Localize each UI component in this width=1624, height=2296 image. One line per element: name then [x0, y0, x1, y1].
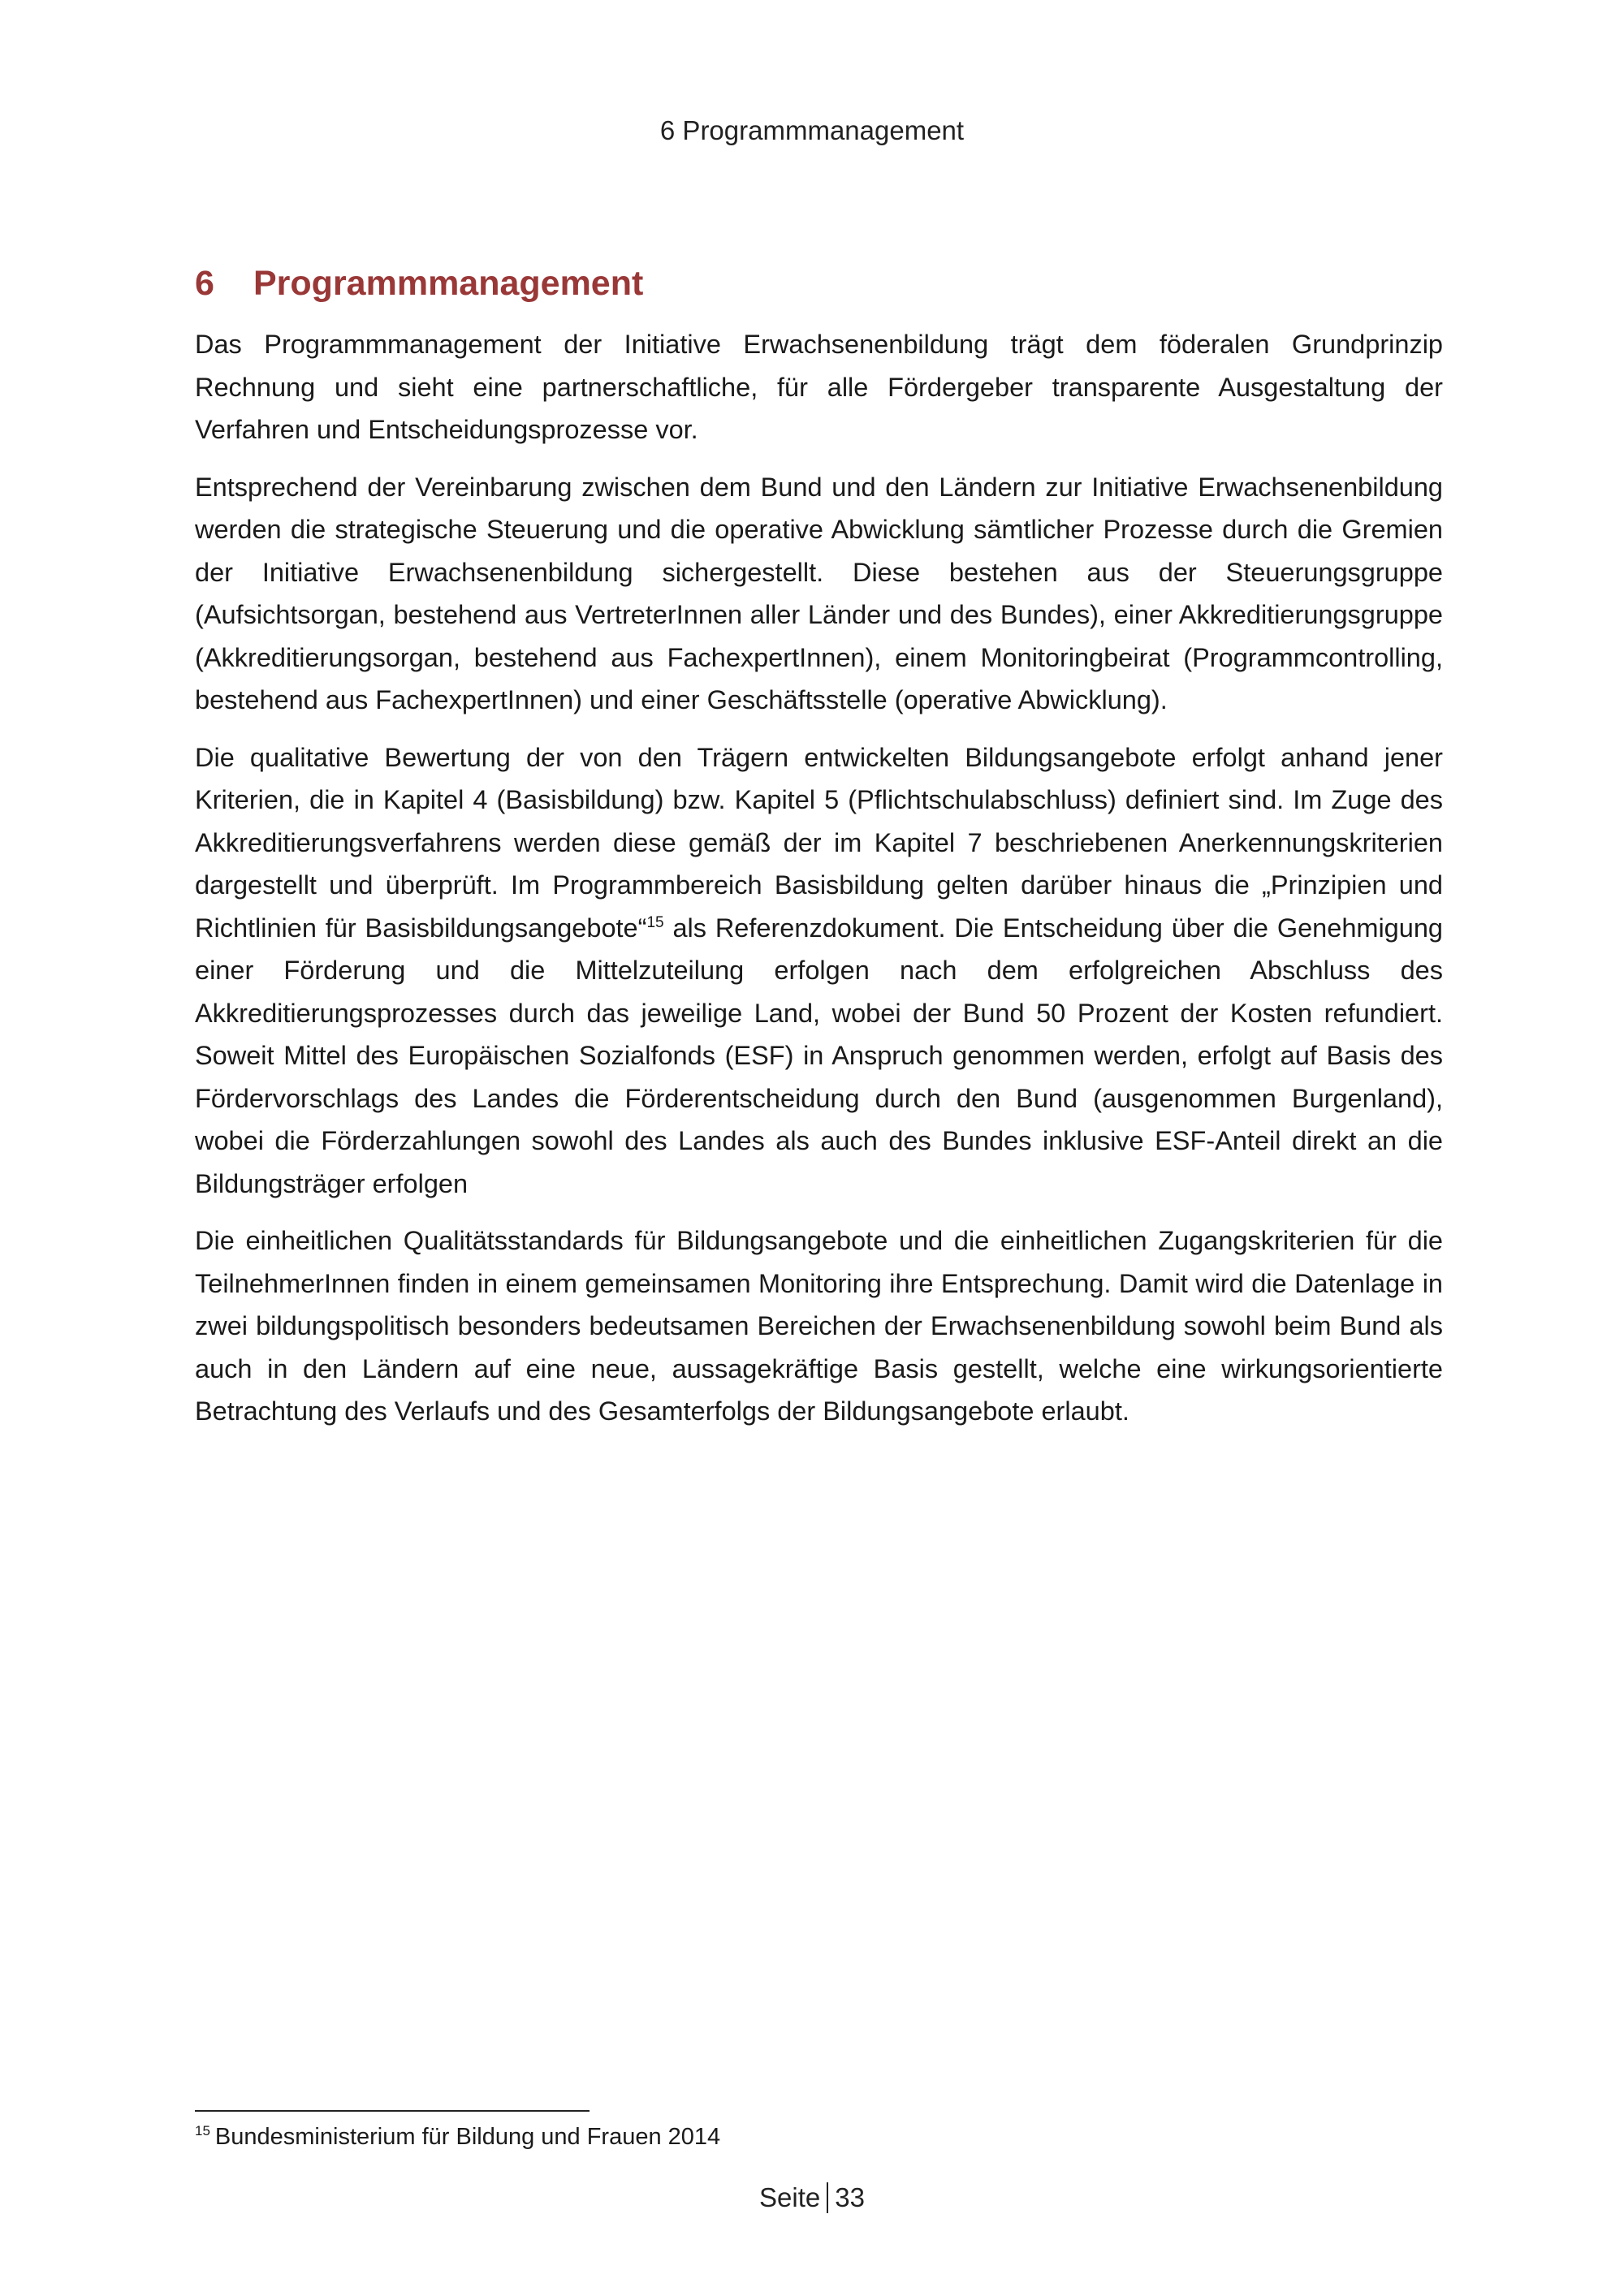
paragraph-evaluation-part-1: Die qualitative Bewertung der von den Trägern entwickelten Bildungsangebote erfolgt anhand jener Kriterien, die in Kapitel 4 (Basisbildung) bzw. Kapitel 5 (Pflichtschulabschluss) definiert sind. Im Zuge des Akkreditierungsverfahrens werden diese gemäß der im Kapitel 7 beschriebenen Anerkennungskriterien dargestellt und überprüft. Im Programmbereich Basisbildung gelten darüber hinaus die „Prinzipien und Richtlinien für Basisbildungsangebote“ [195, 742, 1443, 943]
chapter-heading [195, 258, 1443, 309]
paragraph-monitoring: Die einheitlichen Qualitätsstandards für Bildungsangebote und die einheitlichen Zugangskriterien für die TeilnehmerInnen finden in einem gemeinsamen Monitoring ihre Entsprechung. Damit wird die Datenlage in zwei bildungspolitisch besonders bedeutsamen Bereichen der Erwachsenenbildung sowohl beim Bund als auch in den Ländern auf eine neue, aussagekräftige Basis gestellt, welche eine wirkungsorientierte Betrachtung des Verlaufs und des Gesamterfolgs der Bildungsangebote erlaubt. [195, 1226, 1443, 1426]
page-content [195, 258, 1443, 1448]
paragraph-evaluation [195, 736, 1443, 1206]
page-number: 33 [835, 2182, 865, 2212]
footnote-reference[interactable]: 15 [646, 913, 664, 931]
chapter-number: 6 [195, 264, 214, 303]
page-footer [0, 2180, 1624, 2216]
paragraph-committees: Entsprechend der Vereinbarung zwischen dem Bund und den Ländern zur Initiative Erwachsenenbildung werden die strategische Steuerung und die operative Abwicklung sämtlicher Prozesse durch die Gremien der Initiative Erwachsenenbildung sichergestellt. Diese bestehen aus der Steuerungsgruppe (Aufsichtsorgan, bestehend aus VertreterInnen aller Länder und des Bundes), einer Akkreditierungsgruppe (Akkreditierungsorgan, bestehend aus FachexpertInnen), einem Monitoringbeirat (Programmcontrolling, bestehend aus FachexpertInnen) und einer Geschäftsstelle (operative Abwicklung). [195, 472, 1443, 714]
paragraph-intro: Das Programmmanagement der Initiative Erwachsenenbildung trägt dem föderalen Grundprinzip Rechnung und sieht eine partnerschaftliche, für alle Fördergeber transparente Ausgestaltung der Verfahren und Entscheidungsprozesse vor. [195, 330, 1443, 444]
footnote-marker: 15 [195, 2123, 210, 2139]
footnote-text: Bundesministerium für Bildung und Frauen 2014 [214, 2124, 721, 2150]
running-header: 6 Programmmanagement [659, 115, 965, 145]
paragraph-evaluation-part-2: als Referenzdokument. Die Entscheidung über die Genehmigung einer Förderung und die Mittelzuteilung erfolgen nach dem erfolgreichen Abschluss des Akkreditierungsprozesses durch das jeweilige Land, wobei der Bund 50 Prozent der Kosten refundiert. Soweit Mittel des Europäischen Sozialfonds (ESF) in Anspruch genommen werden, erfolgt auf Basis des Fördervorschlags des Landes die Förderentscheidung durch den Bund (ausgenommen Burgenland), wobei die Förderzahlungen sowohl des Landes als auch des Bundes inklusive ESF-Anteil direkt an die Bildungsträger erfolgen [195, 913, 1443, 1198]
footer-separator [827, 2182, 828, 2213]
page-label: Seite [759, 2182, 821, 2212]
footnote [195, 2121, 720, 2153]
chapter-title: Programmmanagement [253, 264, 644, 303]
footnote-divider [195, 2110, 590, 2112]
